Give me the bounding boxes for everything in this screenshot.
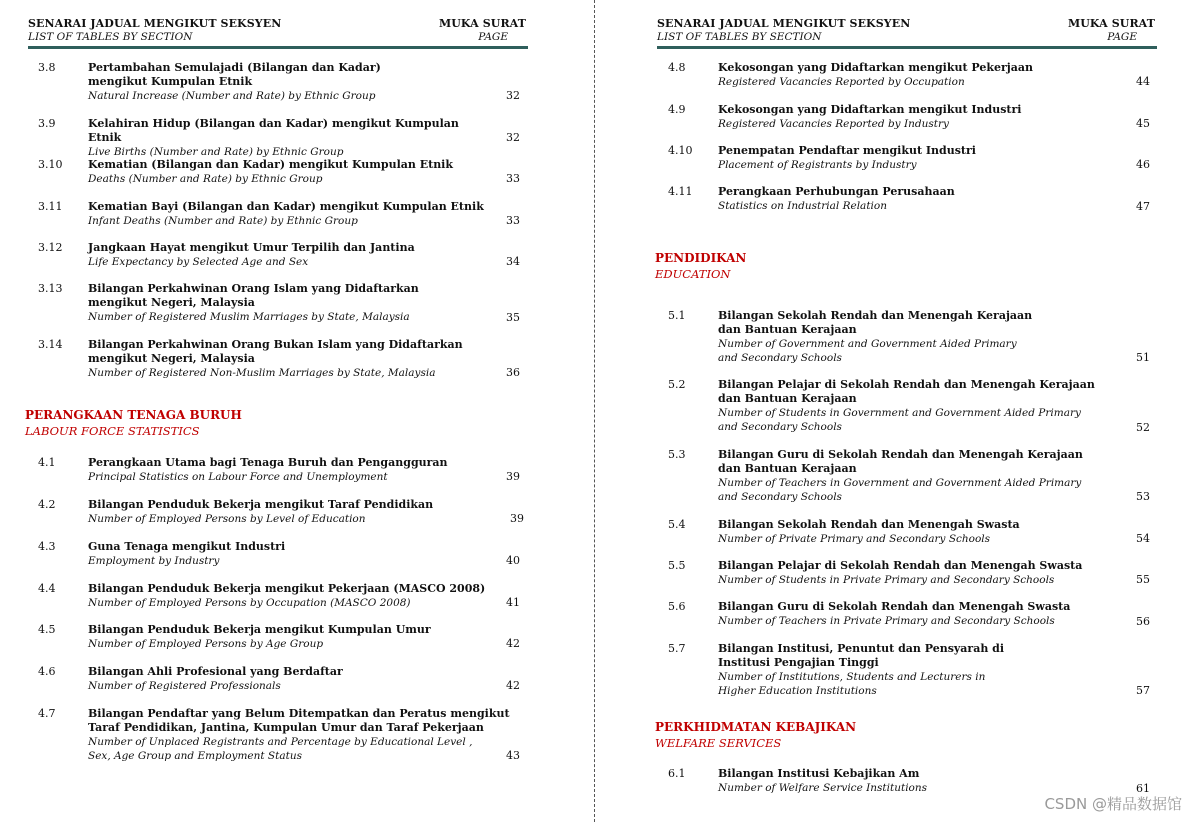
section-title-ms: PENDIDIKAN: [655, 251, 747, 265]
entry-page-number: 61: [1136, 782, 1150, 795]
entry-number: 4.10: [668, 144, 693, 157]
entry-title-ms: Bilangan Pelajar di Sekolah Rendah dan Menengah Swasta: [718, 559, 1083, 572]
entry-number: 3.10: [38, 158, 63, 171]
entry-page-number: 42: [506, 637, 520, 650]
entry-title-ms: Guna Tenaga mengikut Industri: [88, 540, 286, 553]
entry-number: 4.1: [38, 456, 56, 469]
entry-title-en: Statistics on Industrial Relation: [718, 200, 887, 212]
entry-title-ms: Bilangan Sekolah Rendah dan Menengah Swasta: [718, 518, 1020, 531]
header-title-en: LIST OF TABLES BY SECTION: [657, 31, 822, 43]
header-title-ms: SENARAI JADUAL MENGIKUT SEKSYEN: [28, 17, 282, 30]
section-title-ms: PERKHIDMATAN KEBAJIKAN: [655, 720, 857, 734]
entry-number: 4.9: [668, 103, 686, 116]
entry-title-en: Registered Vacancies Reported by Industry: [718, 118, 949, 130]
header-page-ms: MUKA SURAT: [438, 17, 526, 30]
entry-page-number: 51: [1136, 351, 1150, 364]
entry-title-en: Number of Teachers in Government and Government Aided Primary and Secondary Schools: [718, 477, 1082, 503]
page-header: [28, 16, 528, 44]
entry-page-number: 33: [506, 172, 520, 185]
entry-title-ms: Jangkaan Hayat mengikut Umur Terpilih dan Jantina: [88, 241, 415, 254]
entry-page-number: 53: [1136, 490, 1150, 503]
entry-title-ms: Kelahiran Hidup (Bilangan dan Kadar) mengikut Kumpulan Etnik: [88, 117, 459, 144]
entry-number: 5.3: [668, 448, 686, 461]
header-title-ms: SENARAI JADUAL MENGIKUT SEKSYEN: [657, 17, 911, 30]
header-page-en: PAGE: [1107, 31, 1137, 43]
entry-number: 4.5: [38, 623, 56, 636]
section-heading-education: [655, 250, 746, 282]
entry-title-en: Natural Increase (Number and Rate) by Ethnic Group: [88, 90, 376, 102]
entry-title-ms: Bilangan Perkahwinan Orang Islam yang Didaftarkan mengikut Negeri, Malaysia: [88, 282, 419, 309]
entry-title-en: Life Expectancy by Selected Age and Sex: [88, 256, 309, 268]
section-title-en: LABOUR FORCE STATISTICS: [25, 424, 200, 438]
entry-title-en: Number of Registered Professionals: [88, 680, 281, 692]
entry-number: 4.2: [38, 498, 56, 511]
entry-title-en: Number of Private Primary and Secondary Schools: [718, 533, 991, 545]
entry-title-ms: Perangkaan Utama bagi Tenaga Buruh dan Pengangguran: [88, 456, 448, 469]
entry-title-ms: Bilangan Penduduk Bekerja mengikut Taraf Pendidikan: [88, 498, 434, 511]
entry-page-number: 55: [1136, 573, 1150, 586]
entry-page-number: 42: [506, 679, 520, 692]
section-title-en: WELFARE SERVICES: [655, 736, 782, 750]
watermark-text: CSDN @精品数据馆: [1044, 795, 1182, 813]
entry-title-ms: Bilangan Perkahwinan Orang Bukan Islam yang Didaftarkan mengikut Negeri, Malaysia: [88, 338, 463, 365]
entry-title-en: Number of Government and Government Aided Primary and Secondary Schools: [718, 338, 1017, 364]
entry-number: 5.4: [668, 518, 686, 531]
entry-title-ms: Kematian (Bilangan dan Kadar) mengikut Kumpulan Etnik: [88, 158, 453, 171]
entry-number: 3.8: [38, 61, 56, 74]
entry-number: 3.13: [38, 282, 63, 295]
entry-number: 4.8: [668, 61, 686, 74]
entry-title-ms: Kekosongan yang Didaftarkan mengikut Industri: [718, 103, 1022, 116]
entry-number: 4.7: [38, 707, 56, 720]
section-heading-labour: [25, 407, 242, 439]
entry-number: 3.12: [38, 241, 63, 254]
entry-page-number: 56: [1136, 615, 1150, 628]
entry-title-en: Deaths (Number and Rate) by Ethnic Group: [88, 173, 323, 185]
entry-page-number: 32: [506, 131, 520, 144]
entry-title-en: Number of Registered Muslim Marriages by State, Malaysia: [88, 311, 410, 323]
entry-page-number: 43: [506, 749, 520, 762]
entry-number: 6.1: [668, 767, 686, 780]
header-page-ms: MUKA SURAT: [1067, 17, 1155, 30]
entry-title-ms: Bilangan Institusi Kebajikan Am: [718, 767, 920, 780]
right-page: [598, 0, 1196, 822]
entry-title-en: Number of Institutions, Students and Lecturers in Higher Education Institutions: [718, 671, 986, 697]
entry-page-number: 32: [506, 89, 520, 102]
entry-page-number: 34: [506, 255, 520, 268]
entry-title-ms: Bilangan Guru di Sekolah Rendah dan Menengah Kerajaan dan Bantuan Kerajaan: [718, 448, 1083, 475]
entry-title-en: Number of Teachers in Private Primary and Secondary Schools: [718, 615, 1055, 627]
entry-number: 5.2: [668, 378, 686, 391]
page-divider: [594, 0, 595, 822]
entry-title-en: Number of Employed Persons by Occupation (MASCO 2008): [88, 597, 411, 609]
entry-title-en: Number of Students in Government and Government Aided Primary and Secondary Schools: [718, 407, 1081, 433]
entry-page-number: 39: [506, 470, 520, 483]
entry-number: 4.6: [38, 665, 56, 678]
entry-title-en: Number of Employed Persons by Level of Education: [88, 513, 366, 525]
header-title-en: LIST OF TABLES BY SECTION: [28, 31, 193, 43]
entry-page-number: 54: [1136, 532, 1150, 545]
entry-page-number: 52: [1136, 421, 1150, 434]
entry-title-ms: Bilangan Ahli Profesional yang Berdaftar: [88, 665, 343, 678]
entry-title-en: Employment by Industry: [88, 555, 220, 567]
header-rule: [28, 46, 528, 49]
entry-number: 3.9: [38, 117, 56, 130]
entry-title-en: Number of Unplaced Registrants and Percentage by Educational Level , Sex, Age Group and Employment Status: [88, 736, 473, 762]
entry-page-number: 57: [1136, 684, 1150, 697]
entry-number: 3.14: [38, 338, 63, 351]
entry-title-ms: Perangkaan Perhubungan Perusahaan: [718, 185, 955, 198]
header-page-en: PAGE: [478, 31, 508, 43]
entry-title-ms: Bilangan Institusi, Penuntut dan Pensyarah di Institusi Pengajian Tinggi: [718, 642, 1005, 669]
entry-title-en: Number of Students in Private Primary and Secondary Schools: [718, 574, 1055, 586]
entry-page-number: 33: [506, 214, 520, 227]
entry-title-en: Placement of Registrants by Industry: [718, 159, 917, 171]
entry-page-number: 45: [1136, 117, 1150, 130]
entry-title-en: Infant Deaths (Number and Rate) by Ethnic Group: [88, 215, 358, 227]
entry-title-ms: Kekosongan yang Didaftarkan mengikut Pekerjaan: [718, 61, 1033, 74]
entry-number: 3.11: [38, 200, 63, 213]
left-page: [0, 0, 594, 822]
header-rule: [657, 46, 1157, 49]
entry-title-en: Registered Vacancies Reported by Occupation: [718, 76, 965, 88]
entry-number: 5.7: [668, 642, 686, 655]
entry-title-en: Number of Welfare Service Institutions: [718, 782, 928, 794]
entry-page-number: 39: [510, 512, 524, 525]
section-title-ms: PERANGKAAN TENAGA BURUH: [25, 408, 242, 422]
entry-title-en: Number of Employed Persons by Age Group: [88, 638, 324, 650]
entry-number: 4.11: [668, 185, 693, 198]
entry-title-ms: Kematian Bayi (Bilangan dan Kadar) mengikut Kumpulan Etnik: [88, 200, 484, 213]
entry-number: 4.3: [38, 540, 56, 553]
entry-title-en: Number of Registered Non-Muslim Marriages by State, Malaysia: [88, 367, 436, 379]
entry-title-ms: Bilangan Guru di Sekolah Rendah dan Menengah Swasta: [718, 600, 1071, 613]
entry-number: 5.1: [668, 309, 686, 322]
entry-title-ms: Pertambahan Semulajadi (Bilangan dan Kadar) mengikut Kumpulan Etnik: [88, 61, 381, 88]
entry-title-ms: Bilangan Penduduk Bekerja mengikut Pekerjaan (MASCO 2008): [88, 582, 486, 595]
entry-page-number: 46: [1136, 158, 1150, 171]
entry-title-ms: Bilangan Penduduk Bekerja mengikut Kumpulan Umur: [88, 623, 431, 636]
entry-page-number: 35: [506, 311, 520, 324]
entry-page-number: 41: [506, 596, 520, 609]
entry-page-number: 36: [506, 366, 520, 379]
entry-title-ms: Penempatan Pendaftar mengikut Industri: [718, 144, 976, 157]
entry-title-en: Live Births (Number and Rate) by Ethnic Group: [88, 146, 344, 158]
entry-number: 4.4: [38, 582, 56, 595]
entry-number: 5.5: [668, 559, 686, 572]
section-title-en: EDUCATION: [655, 267, 731, 281]
entry-page-number: 40: [506, 554, 520, 567]
entry-page-number: 44: [1136, 75, 1150, 88]
entry-title-en: Principal Statistics on Labour Force and Unemployment: [88, 471, 388, 483]
section-heading-welfare: [655, 719, 856, 751]
entry-title-ms: Bilangan Pendaftar yang Belum Ditempatkan dan Peratus mengikut Taraf Pendidikan, Jantina, Kumpulan Umur dan Taraf Pekerjaan: [88, 707, 510, 734]
entry-number: 5.6: [668, 600, 686, 613]
entry-title-ms: Bilangan Pelajar di Sekolah Rendah dan Menengah Kerajaan dan Bantuan Kerajaan: [718, 378, 1095, 405]
entry-title-ms: Bilangan Sekolah Rendah dan Menengah Kerajaan dan Bantuan Kerajaan: [718, 309, 1033, 336]
page-header: [657, 16, 1157, 44]
entry-page-number: 47: [1136, 200, 1150, 213]
